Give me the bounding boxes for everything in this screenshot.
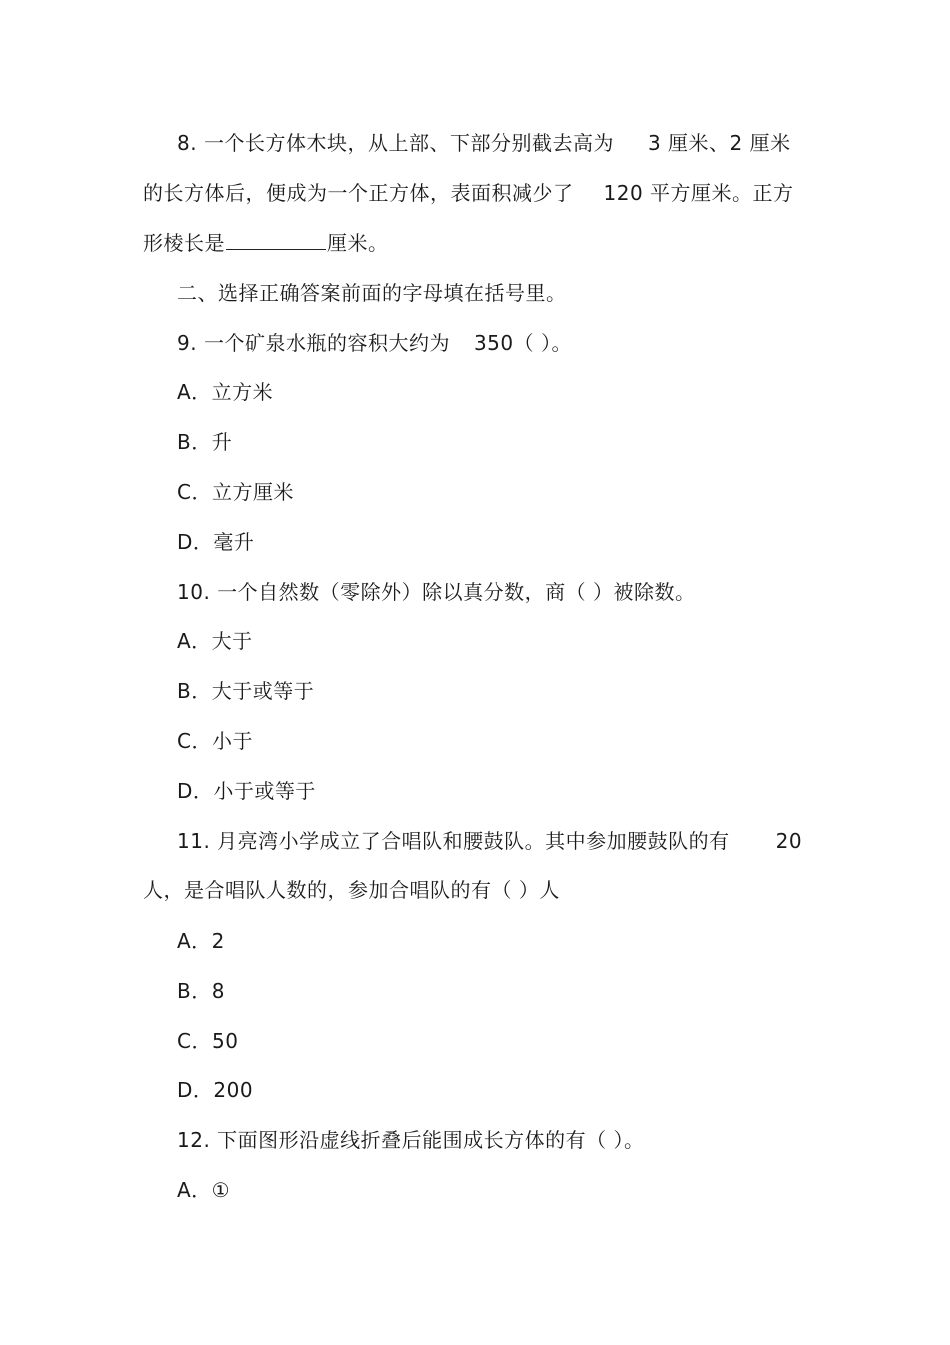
- q11-text-1b: 20: [775, 829, 803, 853]
- q11-line-2: 人，是合唱队人数的，参加合唱队的有（ ）人: [143, 878, 560, 902]
- q11-option-b: B．8: [177, 979, 225, 1003]
- q8-text-1a: 8. 一个长方体木块，从上部、下部分别截去高为: [177, 131, 614, 155]
- q9-stem-a: 9. 一个矿泉水瓶的容积大约为: [177, 331, 450, 355]
- q12-stem: 12. 下面图形沿虚线折叠后能围成长方体的有（ ）。: [177, 1128, 645, 1152]
- q9-option-d: D．毫升: [177, 530, 255, 554]
- q8-text-3a: 形棱长是: [143, 231, 225, 255]
- q9-stem: [177, 329, 572, 357]
- q12-option-a: A．①: [177, 1178, 231, 1202]
- answer-blank[interactable]: [226, 229, 326, 250]
- q11-option-a: A．2: [177, 929, 225, 953]
- q8-text-1b: 3 厘米、2 厘米: [647, 131, 791, 155]
- q8-text-2a: 的长方体后，便成为一个正方体，表面积减少了: [143, 181, 574, 205]
- q9-option-b: B．升: [177, 430, 233, 454]
- q11-option-d: D．200: [177, 1078, 254, 1102]
- q10-option-d: D．小于或等于: [177, 779, 316, 803]
- q11-option-c: C．50: [177, 1029, 239, 1053]
- q8-line-1: [177, 129, 791, 157]
- q9-option-c: C．立方厘米: [177, 480, 294, 504]
- q10-option-c: C．小于: [177, 729, 253, 753]
- q8-text-3b: 厘米。: [327, 231, 389, 255]
- q8-line-3: [143, 229, 389, 257]
- section-heading: 二、选择正确答案前面的字母填在括号里。: [177, 281, 567, 305]
- q9-stem-b: 350（ ）。: [473, 331, 572, 355]
- q8-text-2b: 120 平方厘米。正方: [603, 181, 794, 205]
- q11-line-1: [177, 827, 802, 855]
- q11-text-1a: 11. 月亮湾小学成立了合唱队和腰鼓队。其中参加腰鼓队的有: [177, 829, 730, 853]
- q10-option-b: B．大于或等于: [177, 679, 315, 703]
- q10-option-a: A．大于: [177, 629, 253, 653]
- q10-stem: 10. 一个自然数（零除外）除以真分数，商（ ）被除数。: [177, 580, 696, 604]
- q8-line-2: [143, 179, 794, 207]
- q9-option-a: A．立方米: [177, 380, 274, 404]
